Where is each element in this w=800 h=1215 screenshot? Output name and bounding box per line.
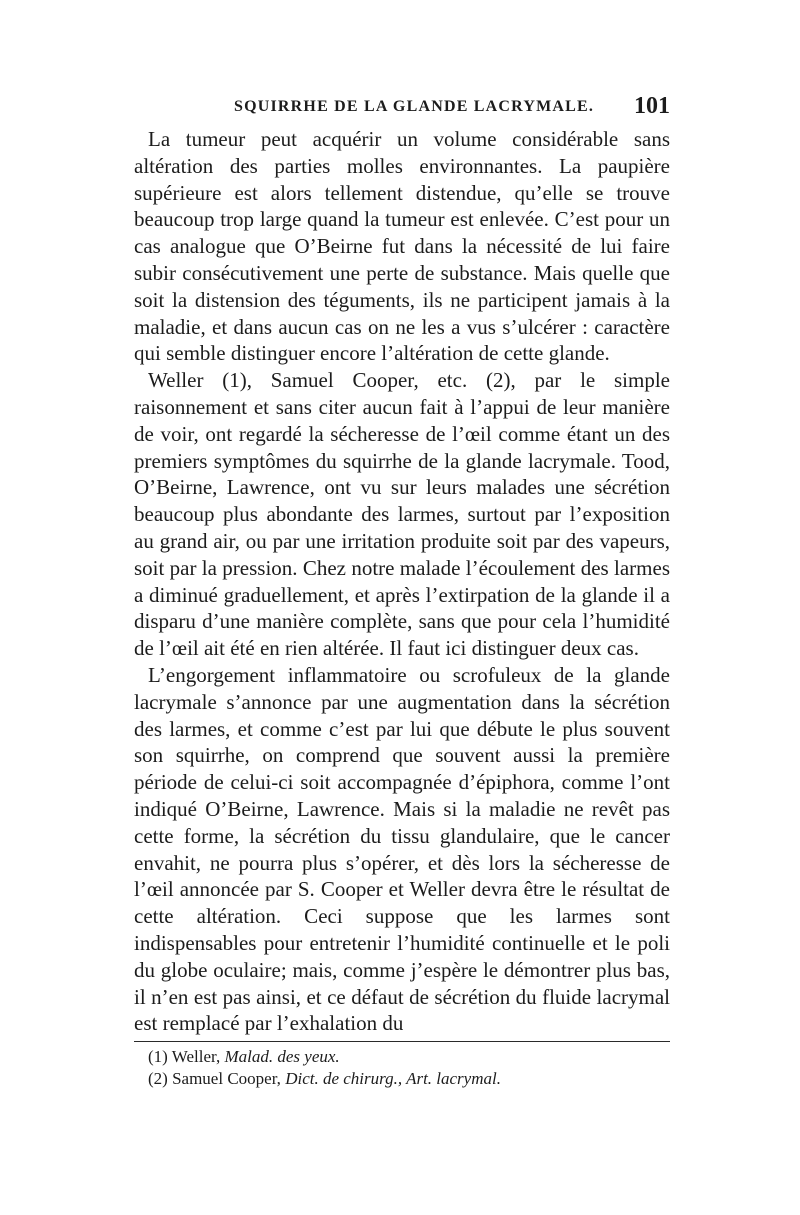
paragraph-engorgement: L’engorgement inflammatoire ou scrofuleux de la glande lacrymale s’annonce par une augmentation dans la sécrétion des larmes, et comme c’est par lui que débute le plus souvent son squirrhe, on comprend que souvent aussi la première période de celui-ci soit accompagnée d’épiphora, comme l’ont indiqué O’Beirne, Lawrence. Mais si la maladie ne revêt pas cette forme, la sécrétion du tissu glandulaire, que le cancer envahit, ne pourra plus s’opérer, et dès lors la sécheresse de l’œil annoncée par S. Cooper et Weller devra être le résultat de cette altération. Ceci suppose que les larmes sont indispensables pour entretenir l’humidité continuelle et le poli du globe oculaire; mais, comme j’espère le démontrer plus bas, il n’en est pas ainsi, et ce défaut de sécrétion du fluide lacrymal est remplacé par l’exhalation du (134, 662, 670, 1036)
running-title: SQUIRRHE DE LA GLANDE LACRYMALE. (234, 98, 595, 115)
footnote-reference: Dict. de chirurg., Art. lacrymal. (285, 1069, 501, 1088)
footnote-mark: (1) (148, 1047, 168, 1066)
paragraph-secheresse-oeil: Weller (1), Samuel Cooper, etc. (2), par le simple raisonnement et sans citer aucun fait à l’appui de leur manière de voir, ont regardé la sécheresse de l’œil comme étant un des premiers symptômes du squirrhe de la glande lacrymale. Tood, O’Beirne, Lawrence, ont vu sur leurs malades une sécrétion beaucoup plus abondante des larmes, surtout par l’exposition au grand air, ou par une irritation produite soit par des vapeurs, soit par la pression. Chez notre malade l’écoulement des larmes a diminué graduellement, et après l’extirpation de la glande il a disparu d’une manière complète, sans que pour cela l’humidité de l’œil ait été en rien altérée. Il faut ici distinguer deux cas. (134, 368, 670, 661)
footnote-2 (148, 1068, 670, 1090)
footnote-mark: (2) (148, 1069, 168, 1088)
page-number: 101 (634, 93, 670, 119)
running-head (134, 92, 670, 126)
footnote-author: Weller, (171, 1047, 221, 1066)
footnote-author: Samuel Cooper, (172, 1069, 281, 1088)
footnotes (148, 1046, 670, 1090)
body-text (134, 126, 670, 1037)
footnote-reference: Malad. des yeux. (224, 1047, 340, 1066)
footnote-1 (148, 1046, 670, 1068)
footnote-divider (134, 1041, 670, 1042)
paragraph-tumeur-volume: La tumeur peut acquérir un volume considérable sans altération des parties molles environnantes. La paupière supérieure est alors tellement distendue, qu’elle se trouve beaucoup trop large quand la tumeur est enlevée. C’est pour un cas analogue que O’Beirne fut dans la nécessité de lui faire subir consécutivement une perte de substance. Mais quelle que soit la distension des téguments, ils ne participent jamais à la maladie, et dans aucun cas on ne les a vus s’ulcérer : caractère qui semble distinguer encore l’altération de cette glande. (134, 127, 670, 366)
